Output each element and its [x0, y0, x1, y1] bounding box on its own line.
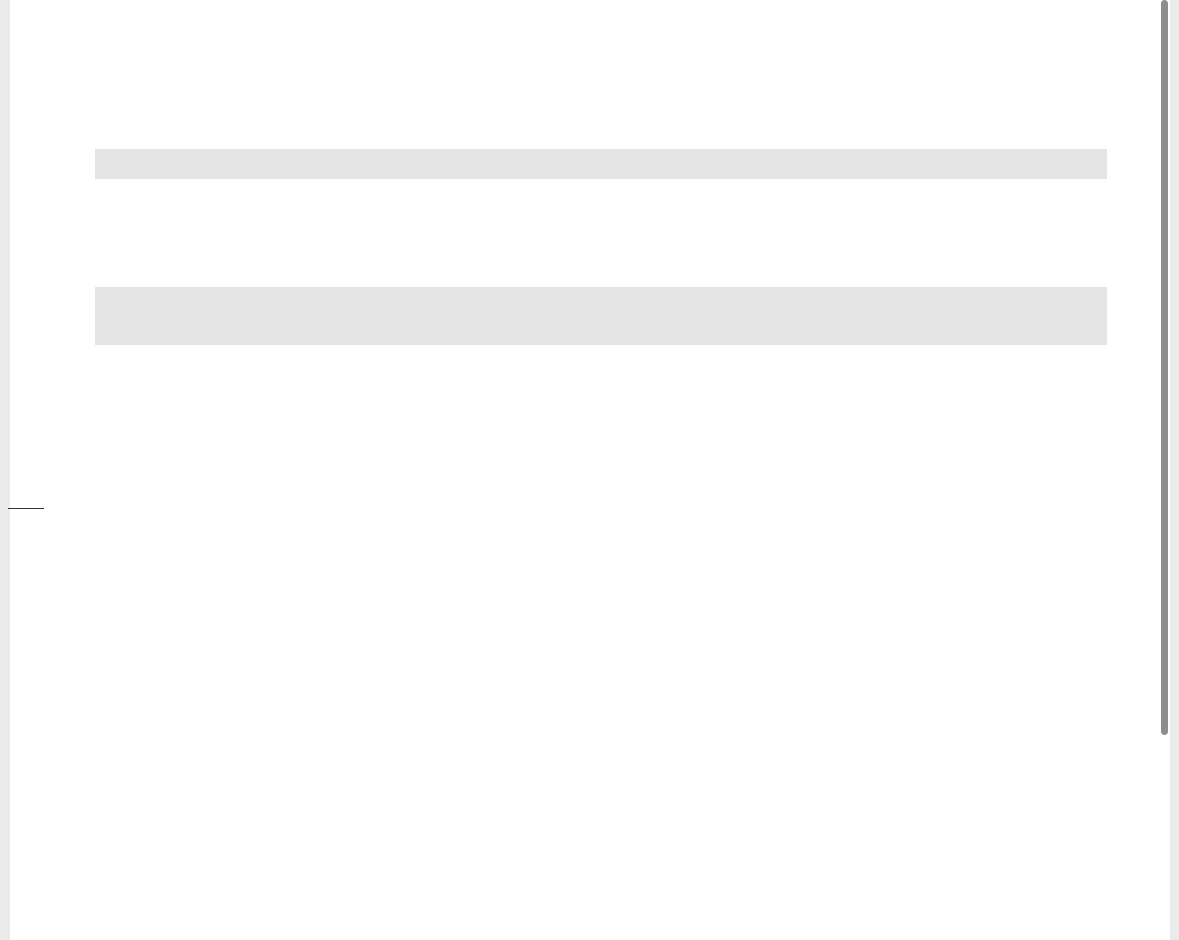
report-page: [10, 0, 1170, 940]
vertical-scrollbar[interactable]: [1161, 0, 1168, 735]
margin-mark: [8, 508, 44, 509]
section-title-element: [95, 287, 1107, 345]
section-title-fiv-felv: [95, 149, 1107, 179]
